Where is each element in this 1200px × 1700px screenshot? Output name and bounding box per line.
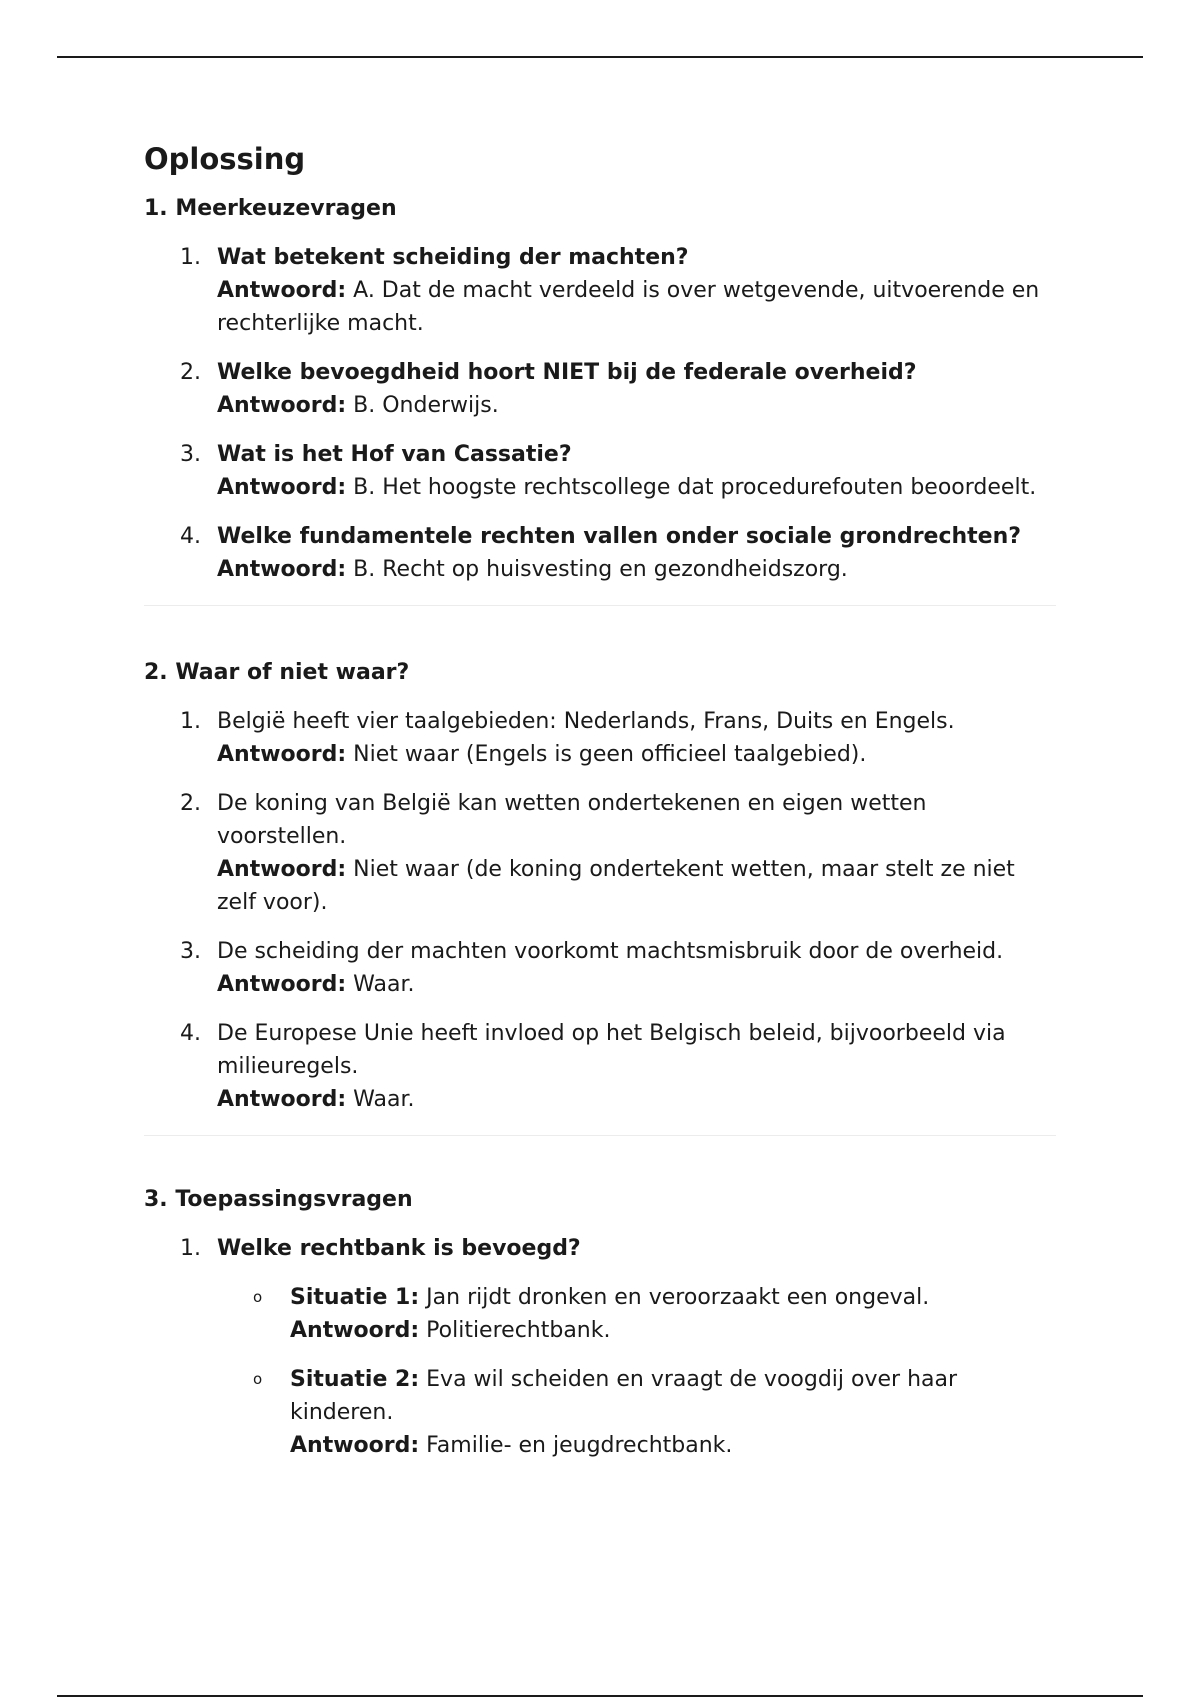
list-item <box>144 438 1056 504</box>
list-item <box>144 356 1056 422</box>
situation-text: Eva wil scheiden en vraagt de voogdij over haar kinderen. <box>290 1367 958 1425</box>
list-item <box>144 1017 1056 1116</box>
answer-label: Antwoord: <box>217 557 347 582</box>
statement-text: De scheiding der machten voorkomt machtsmisbruik door de overheid. <box>217 939 1004 964</box>
answer-line <box>217 389 1056 422</box>
answer-text: Niet waar (Engels is geen officieel taalgebied). <box>353 742 867 767</box>
answer-line <box>217 968 1056 1001</box>
answer-line <box>217 738 1056 771</box>
item-number: 1. <box>180 709 201 734</box>
answer-text: B. Recht op huisvesting en gezondheidszorg. <box>353 557 848 582</box>
answer-line <box>217 274 1056 340</box>
situation-item <box>217 1281 1056 1347</box>
bottom-rule <box>57 1695 1143 1697</box>
answer-label: Antwoord: <box>217 857 347 882</box>
list-item <box>144 520 1056 586</box>
multiple-choice-list <box>144 241 1056 586</box>
section-heading-application: 3. Toepassingsvragen <box>144 1187 413 1212</box>
answer-text: Familie- en jeugdrechtbank. <box>426 1433 733 1458</box>
section-heading-true-false: 2. Waar of niet waar? <box>144 660 410 685</box>
list-item <box>144 705 1056 771</box>
answer-line <box>217 853 1056 919</box>
item-number: 2. <box>180 360 201 385</box>
list-item <box>144 787 1056 919</box>
top-rule <box>57 56 1143 58</box>
answer-label: Antwoord: <box>217 475 347 500</box>
answer-text: Waar. <box>353 1087 415 1112</box>
section-divider <box>144 1135 1056 1136</box>
answer-text: Waar. <box>353 972 415 997</box>
answer-line <box>217 471 1056 504</box>
page-title: Oplossing <box>144 142 306 176</box>
statement-text: België heeft vier taalgebieden: Nederlands, Frans, Duits en Engels. <box>217 709 955 734</box>
document-body <box>144 136 1056 1478</box>
answer-label: Antwoord: <box>217 278 347 303</box>
statement-text: De koning van België kan wetten ondertekenen en eigen wetten voorstellen. <box>217 791 927 849</box>
situation-list <box>217 1281 1056 1462</box>
bullet-icon: o <box>253 1370 263 1388</box>
section-heading-multiple-choice: 1. Meerkeuzevragen <box>144 196 397 221</box>
list-item <box>144 1232 1056 1462</box>
item-number: 1. <box>180 245 201 270</box>
question-text: Wat is het Hof van Cassatie? <box>217 442 572 467</box>
answer-label: Antwoord: <box>290 1318 420 1343</box>
answer-line <box>290 1429 1056 1462</box>
item-number: 3. <box>180 442 201 467</box>
answer-label: Antwoord: <box>217 393 347 418</box>
answer-label: Antwoord: <box>217 1087 347 1112</box>
answer-label: Antwoord: <box>290 1433 420 1458</box>
situation-item <box>217 1363 1056 1462</box>
answer-line <box>217 553 1056 586</box>
answer-text: A. Dat de macht verdeeld is over wetgevende, uitvoerende en rechterlijke macht. <box>217 278 1040 336</box>
situation-line <box>290 1363 1056 1429</box>
item-number: 4. <box>180 1021 201 1046</box>
true-false-list <box>144 705 1056 1116</box>
answer-text: B. Het hoogste rechtscollege dat procedurefouten beoordeelt. <box>353 475 1037 500</box>
question-text: Welke fundamentele rechten vallen onder sociale grondrechten? <box>217 524 1022 549</box>
question-text: Wat betekent scheiding der machten? <box>217 245 689 270</box>
answer-line <box>217 1083 1056 1116</box>
situation-label: Situatie 1: <box>290 1285 420 1310</box>
statement-text: De Europese Unie heeft invloed op het Belgisch beleid, bijvoorbeeld via milieuregels. <box>217 1021 1006 1079</box>
item-number: 1. <box>180 1236 201 1261</box>
item-number: 2. <box>180 791 201 816</box>
item-number: 3. <box>180 939 201 964</box>
item-number: 4. <box>180 524 201 549</box>
bullet-icon: o <box>253 1288 263 1306</box>
situation-text: Jan rijdt dronken en veroorzaakt een ongeval. <box>426 1285 930 1310</box>
answer-line <box>290 1314 1056 1347</box>
answer-label: Antwoord: <box>217 972 347 997</box>
situation-label: Situatie 2: <box>290 1367 420 1392</box>
answer-text: Politierechtbank. <box>426 1318 611 1343</box>
question-text: Welke bevoegdheid hoort NIET bij de federale overheid? <box>217 360 917 385</box>
application-list <box>144 1232 1056 1462</box>
list-item <box>144 935 1056 1001</box>
question-text: Welke rechtbank is bevoegd? <box>217 1236 581 1261</box>
answer-text: Niet waar (de koning ondertekent wetten, maar stelt ze niet zelf voor). <box>217 857 1015 915</box>
answer-text: B. Onderwijs. <box>353 393 499 418</box>
list-item <box>144 241 1056 340</box>
section-divider <box>144 605 1056 606</box>
situation-line <box>290 1281 1056 1314</box>
answer-label: Antwoord: <box>217 742 347 767</box>
